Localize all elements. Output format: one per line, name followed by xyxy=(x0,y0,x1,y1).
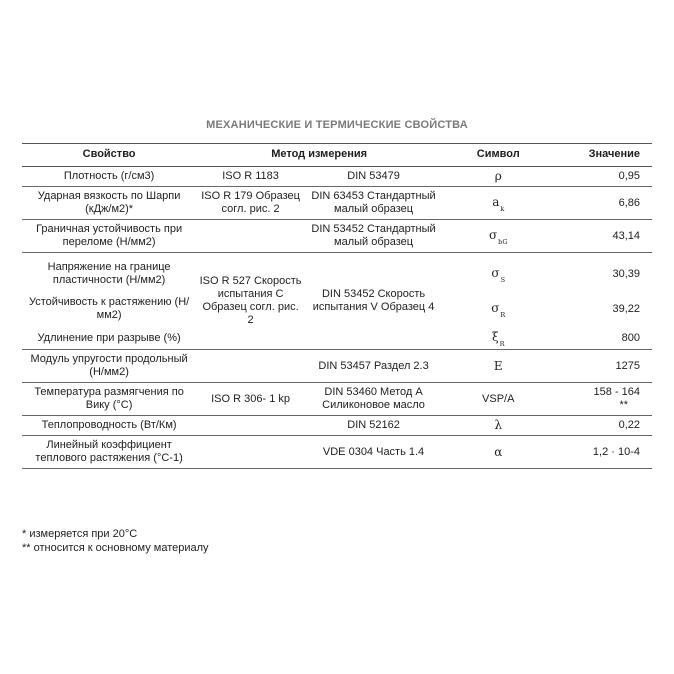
row-tensile-method-iso: ISO R 527 Скорость испытания С Образец согл. рис. 2 xyxy=(196,253,305,350)
row-expansion-value: 1,2 · 10-4 xyxy=(554,436,652,469)
footnote-asterisk: * измеряется при 20°С xyxy=(22,528,138,540)
row-tensile-property: Устойчивость к растяжению (Н/мм2) xyxy=(28,296,190,321)
table-header-row xyxy=(22,144,652,167)
symbol-subscript: k xyxy=(500,204,505,213)
row-tensile-symbol xyxy=(442,290,554,325)
row-charpy-value: 6,86 xyxy=(554,187,652,220)
footnote-double-asterisk: ** относится к основному материалу xyxy=(22,542,209,554)
row-modulus-method-iso xyxy=(196,350,305,383)
page-title: МЕХАНИЧЕСКИЕ И ТЕРМИЧЕСКИЕ СВОЙСТВА xyxy=(206,119,468,131)
symbol-main: σ xyxy=(491,265,500,280)
row-modulus-property: Модуль упругости продольный (Н/мм2) xyxy=(22,350,196,383)
vicat-value-note: ** xyxy=(619,399,628,411)
table-row xyxy=(22,253,652,291)
properties-table xyxy=(22,143,652,469)
symbol-subscript: R xyxy=(500,310,506,319)
row-yield-symbol xyxy=(442,253,554,291)
row-charpy-symbol xyxy=(442,187,554,220)
row-vicat-property: Температура размягчения по Вику (°С) xyxy=(22,383,196,416)
symbol-main: σ xyxy=(491,300,500,315)
row-vicat-method-din: DIN 53460 Метод А Силиконовое масло xyxy=(305,383,442,416)
footnotes xyxy=(22,527,209,555)
row-expansion-method-iso xyxy=(196,436,305,469)
row-tensile-method-din: DIN 53452 Скорость испытания V Образец 4 xyxy=(305,253,442,350)
row-conductivity-method-iso xyxy=(196,416,305,436)
row-expansion-symbol: α xyxy=(442,436,554,469)
row-expansion-property: Линейный коэффициент теплового растяжения (°С-1) xyxy=(22,436,196,469)
symbol-main: σ xyxy=(488,227,498,242)
table-row xyxy=(22,383,652,416)
row-elongation-symbol xyxy=(442,325,554,350)
vicat-value-range: 158 - 164 xyxy=(593,386,640,398)
row-conductivity-property: Теплопроводность (Вт/Км) xyxy=(22,416,196,436)
row-charpy-property: Ударная вязкость по Шарпи (кДж/м2)* xyxy=(22,187,196,220)
row-break-method-din: DIN 53452 Стандартный малый образец xyxy=(305,220,442,253)
row-density-value: 0,95 xyxy=(554,167,652,187)
symbol-subscript: bG xyxy=(498,237,508,246)
row-density-method-din: DIN 53479 xyxy=(305,167,442,187)
row-modulus-symbol: E xyxy=(442,350,554,383)
row-expansion-method-din: VDE 0304 Часть 1.4 xyxy=(305,436,442,469)
row-break-symbol xyxy=(442,220,554,253)
row-density-symbol: ρ xyxy=(442,167,554,187)
row-vicat-method-iso: ISO R 306- 1 kp xyxy=(196,383,305,416)
row-charpy-method-din: DIN 63453 Стандартный малый образец xyxy=(305,187,442,220)
row-yield-value: 30,39 xyxy=(612,267,640,280)
table-row xyxy=(22,436,652,469)
table-row xyxy=(22,167,652,187)
table-row xyxy=(22,220,652,253)
row-yield-property: Напряжение на границе пластичности (Н/мм2) xyxy=(47,261,171,286)
symbol-main: ξ xyxy=(492,330,499,344)
row-conductivity-value: 0,22 xyxy=(554,416,652,436)
row-modulus-value: 1275 xyxy=(554,350,652,383)
header-property: Свойство xyxy=(22,144,196,167)
row-conductivity-symbol: λ xyxy=(442,416,554,436)
row-break-method-iso xyxy=(196,220,305,253)
symbol-subscript: R xyxy=(499,340,505,348)
row-break-property: Граничная устойчивость при переломе (Н/мм2) xyxy=(22,220,196,253)
row-density-property: Плотность (г/см3) xyxy=(22,167,196,187)
header-value: Значение xyxy=(554,144,652,167)
row-elongation-property: Удлинение при разрыве (%) xyxy=(22,325,196,350)
row-charpy-method-iso: ISO R 179 Образец согл. рис. 2 xyxy=(196,187,305,220)
header-method: Метод измерения xyxy=(196,144,442,167)
table-row xyxy=(22,187,652,220)
row-conductivity-method-din: DIN 52162 xyxy=(305,416,442,436)
row-vicat-value xyxy=(554,383,652,416)
row-modulus-method-din: DIN 53457 Раздел 2.3 xyxy=(305,350,442,383)
table-row xyxy=(22,416,652,436)
row-vicat-symbol: VSP/A xyxy=(442,383,554,416)
row-break-value: 43,14 xyxy=(554,220,652,253)
symbol-subscript: S xyxy=(500,275,506,284)
row-density-method-iso: ISO R 1183 xyxy=(196,167,305,187)
table-row xyxy=(22,350,652,383)
row-tensile-value: 39,22 xyxy=(612,302,640,315)
row-elongation-value: 800 xyxy=(554,325,652,350)
header-symbol: Символ xyxy=(442,144,554,167)
symbol-main: a xyxy=(492,194,500,209)
